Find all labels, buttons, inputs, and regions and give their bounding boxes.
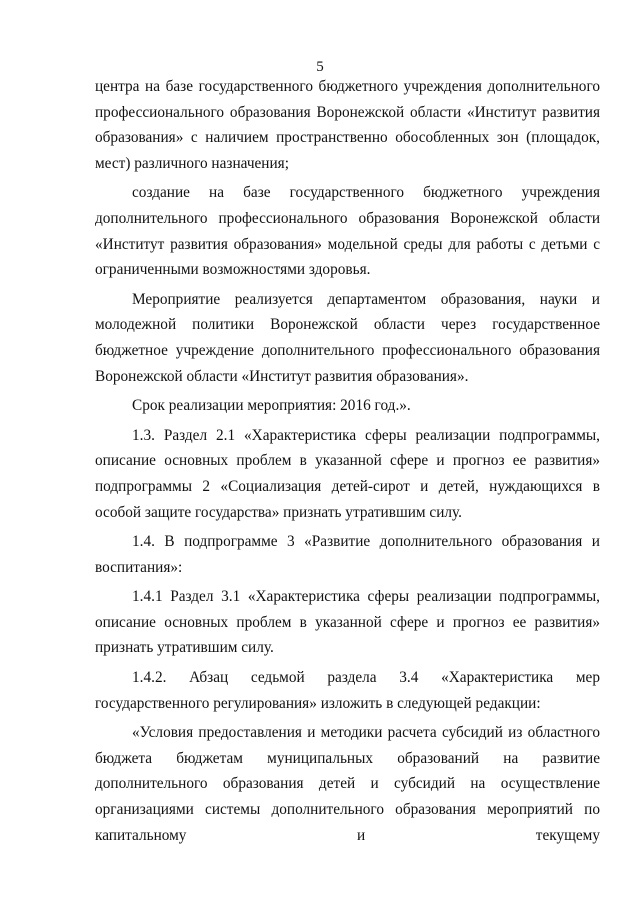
paragraph-subsidy-conditions: «Условия предоставления и методики расчета субсидий из областного бюджета бюджетам муниципальных образований на развитие дополнительного образования детей и субсидий на осуществление организациями системы дополнительного образования мероприятий по капитальному и текущему	[95, 724, 600, 844]
page-number: 5	[316, 59, 324, 75]
paragraph-term: Срок реализации мероприятия: 2016 год.».	[132, 397, 411, 415]
paragraph-item-1-3: 1.3. Раздел 2.1 «Характеристика сферы реализации подпрограммы, описание основных проблем в указанной сфере и прогноз ее развития» подпрограммы 2 «Социализация детей-сирот и детей, нуждающихся в особой защите государства» признать утратившим силу.	[95, 426, 600, 521]
paragraph-model-environment: создание на базе государственного бюджетного учреждения дополнительного профессионального образования Воронежской области «Институт развития образования» модельной среды для работы с детьми с ограниченными возможностями здоровья.	[95, 184, 600, 279]
paragraph-continuation: центра на базе государственного бюджетного учреждения дополнительного профессионального образования Воронежской области «Институт развития образования» с наличием пространственно обособленных зон (площадок, мест) различного назначения;	[95, 78, 600, 172]
paragraph-item-1-4-1: 1.4.1 Раздел 3.1 «Характеристика сферы реализации подпрограммы, описание основных проблем в указанной сфере и прогноз ее развития» признать утратившим силу.	[95, 588, 600, 657]
document-body	[95, 74, 600, 852]
paragraph-item-1-4-2: 1.4.2. Абзац седьмой раздела 3.4 «Характеристика мер государственного регулирования» изложить в следующей редакции:	[95, 669, 600, 712]
paragraph-implementation: Мероприятие реализуется департаментом образования, науки и молодежной политики Воронежской области через государственное бюджетное учреждение дополнительного профессионального образования Воронежской области «Институт развития образования».	[95, 290, 600, 385]
paragraph-item-1-4: 1.4. В подпрограмме 3 «Развитие дополнительного образования и воспитания»:	[95, 533, 600, 576]
